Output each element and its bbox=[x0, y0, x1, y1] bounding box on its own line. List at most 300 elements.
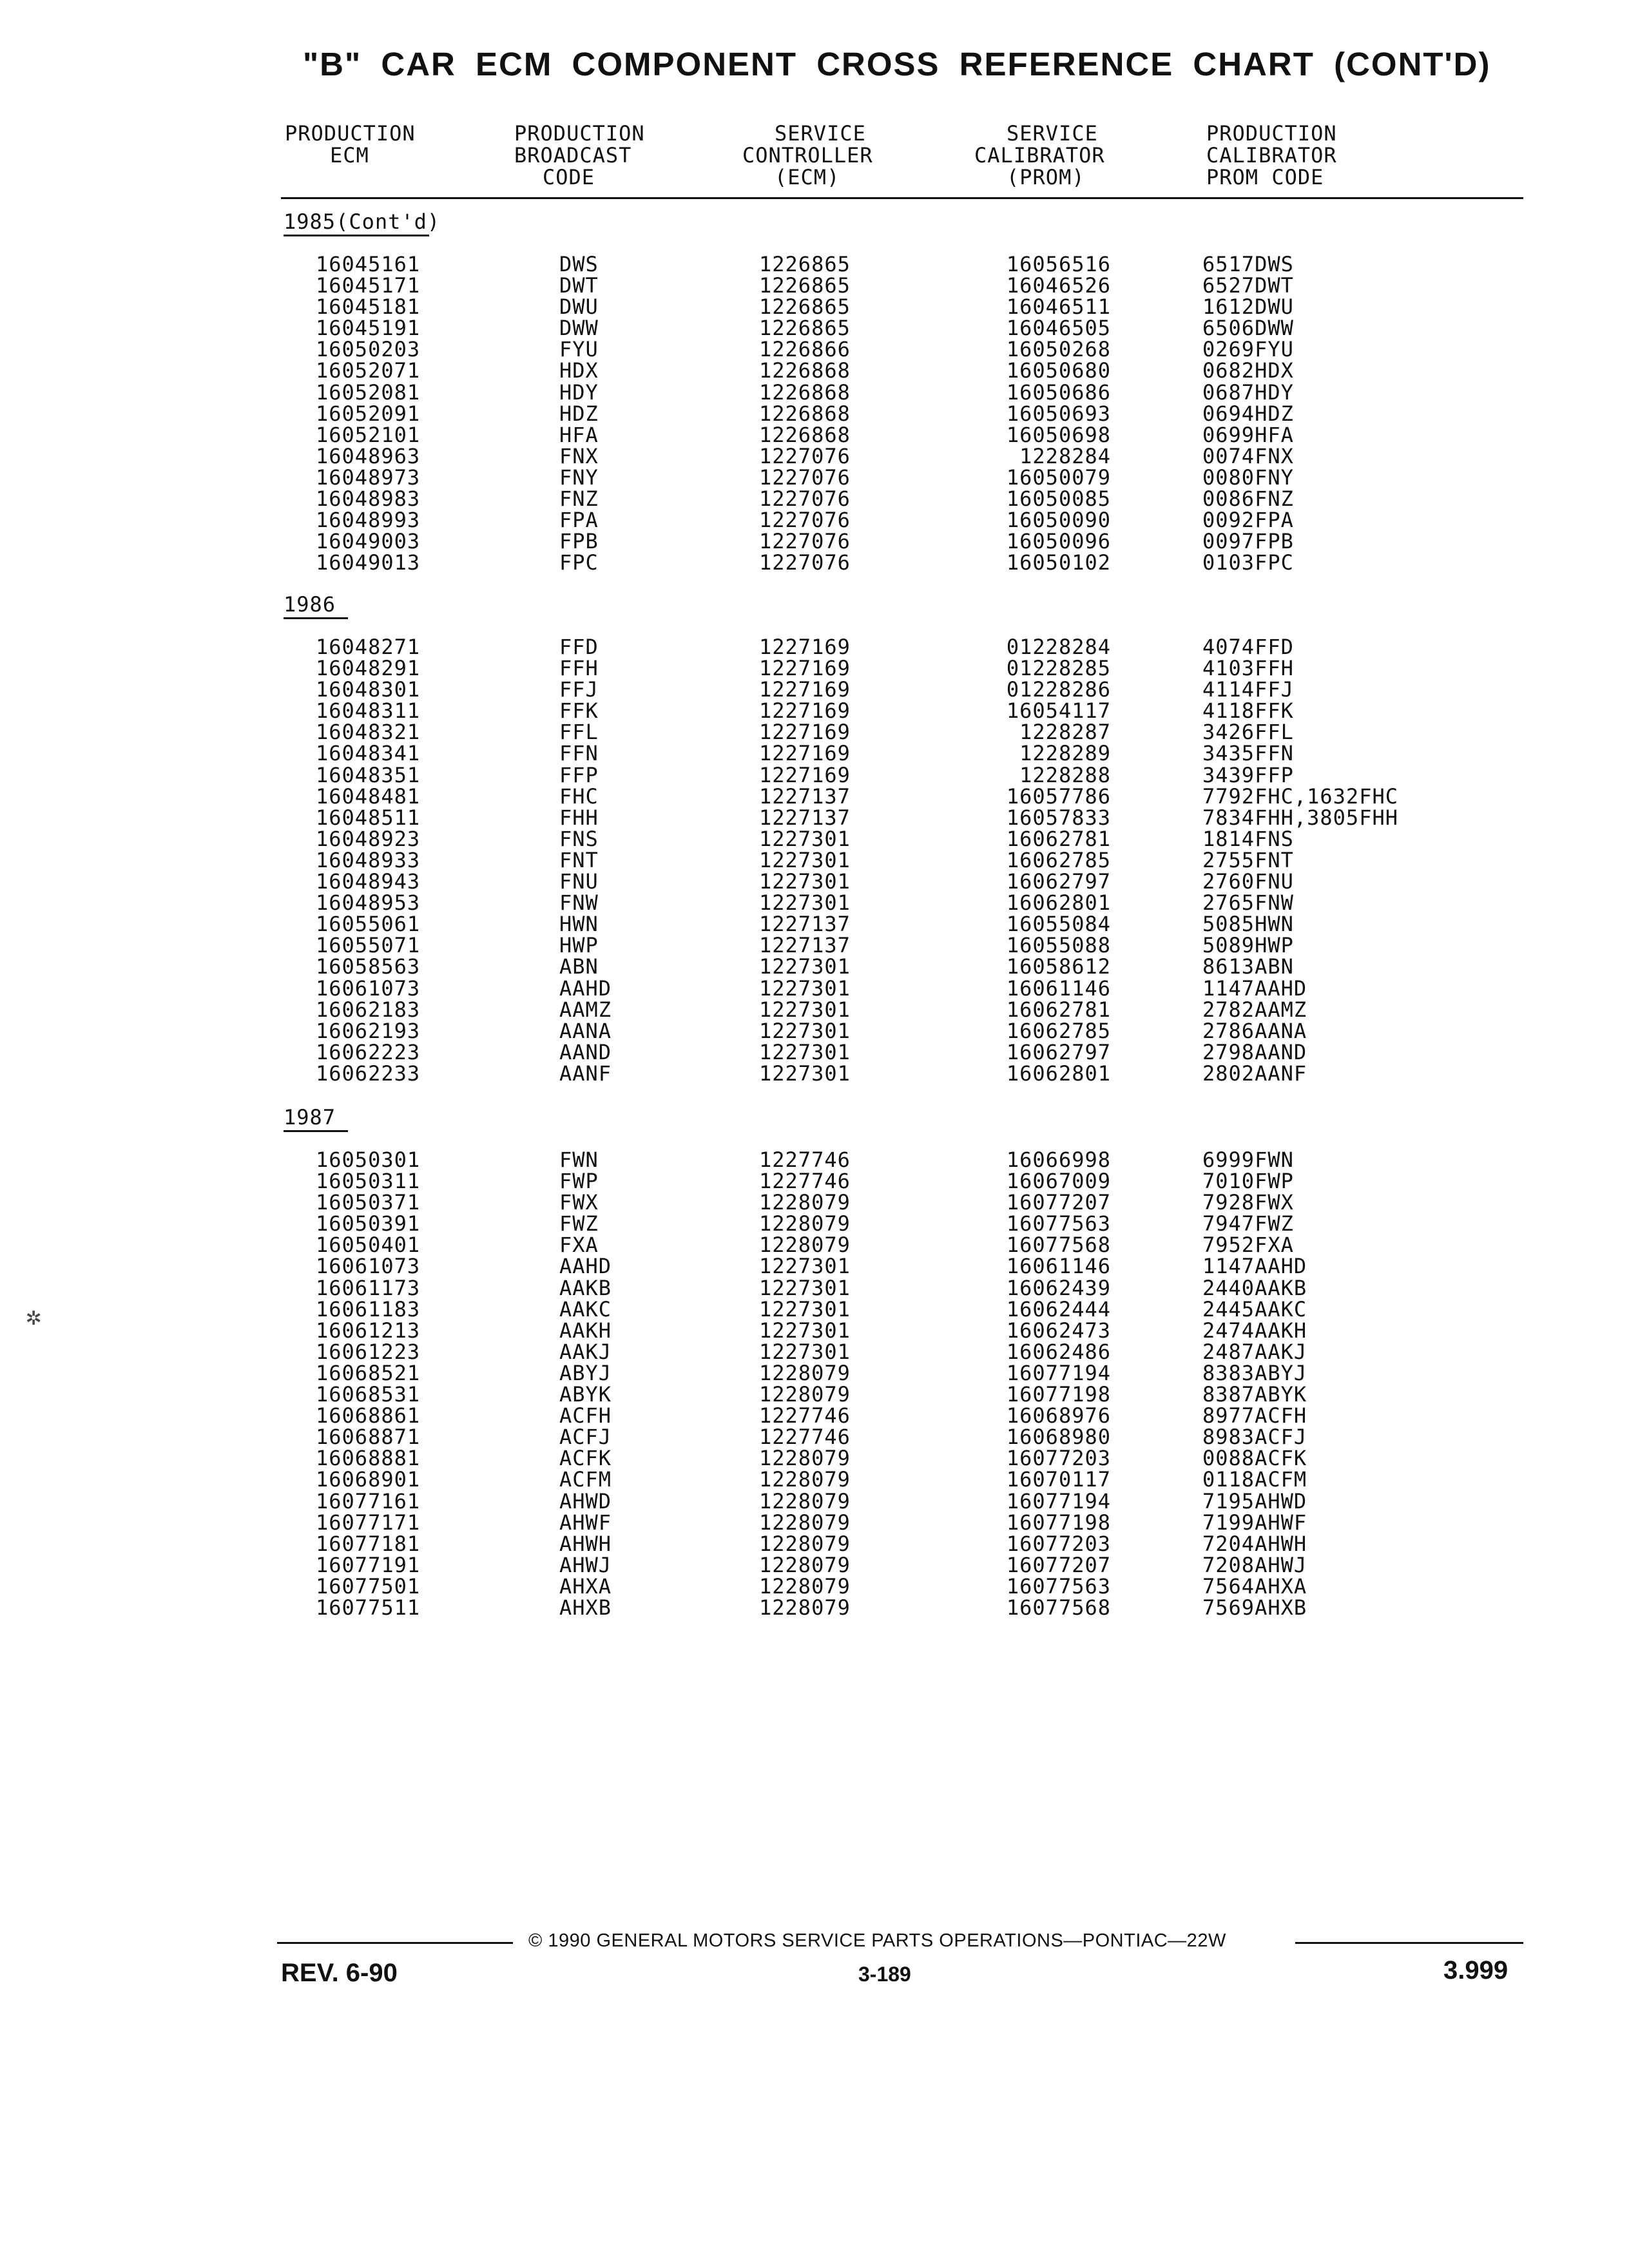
service-controller-cell: 1228079 bbox=[759, 1595, 851, 1620]
service-calibrator-cell: 1228287 bbox=[1019, 720, 1111, 745]
section-underline bbox=[284, 235, 429, 236]
table-row bbox=[0, 1533, 1629, 1555]
table-row bbox=[0, 403, 1629, 425]
broadcast-code-cell: ACFH bbox=[559, 1403, 612, 1428]
table-row bbox=[0, 339, 1629, 360]
header-prom-code bbox=[1206, 122, 1337, 188]
table-row bbox=[0, 1341, 1629, 1363]
prom-code-cell: 2755FNT bbox=[1202, 847, 1294, 872]
production-ecm-cell: 16048963 bbox=[316, 443, 421, 468]
section-rows bbox=[0, 254, 1629, 573]
table-row bbox=[0, 1275, 1629, 1300]
service-calibrator-cell: 16077194 bbox=[1006, 1488, 1111, 1514]
production-ecm-cell: 16048953 bbox=[316, 890, 421, 916]
service-calibrator-cell: 16077207 bbox=[1006, 1552, 1111, 1577]
prom-code-cell: 0088ACFK bbox=[1202, 1446, 1307, 1471]
broadcast-code-cell: ACFK bbox=[559, 1446, 612, 1471]
production-ecm-cell: 16061073 bbox=[316, 975, 421, 1001]
broadcast-code-cell: AANA bbox=[559, 1018, 612, 1043]
service-controller-cell: 1227301 bbox=[759, 826, 851, 851]
prom-code-cell: 8983ACFJ bbox=[1202, 1425, 1307, 1450]
service-controller-cell: 1227137 bbox=[759, 933, 851, 958]
prom-code-cell: 0682HDX bbox=[1202, 358, 1294, 383]
table-row bbox=[0, 1384, 1629, 1405]
service-controller-cell: 1228079 bbox=[759, 1211, 851, 1236]
production-ecm-cell: 16048943 bbox=[316, 869, 421, 894]
prom-code-cell: 2765FNW bbox=[1202, 890, 1294, 916]
service-controller-cell: 1227076 bbox=[759, 508, 851, 533]
production-ecm-cell: 16048993 bbox=[316, 508, 421, 533]
service-controller-cell: 1227746 bbox=[759, 1169, 851, 1194]
prom-code-cell: 4114FFJ bbox=[1202, 677, 1294, 702]
service-calibrator-cell: 16077194 bbox=[1006, 1360, 1111, 1385]
table-row bbox=[0, 443, 1629, 468]
broadcast-code-cell: FFJ bbox=[559, 677, 599, 702]
production-ecm-cell: 16050311 bbox=[316, 1169, 421, 1194]
table-row bbox=[0, 679, 1629, 700]
prom-code-cell: 7564AHXA bbox=[1202, 1573, 1307, 1599]
production-ecm-cell: 16077181 bbox=[316, 1531, 421, 1556]
prom-code-cell: 6527DWT bbox=[1202, 273, 1294, 298]
broadcast-code-cell: HFA bbox=[559, 422, 599, 447]
service-calibrator-cell: 16057833 bbox=[1006, 805, 1111, 830]
broadcast-code-cell: FHH bbox=[559, 805, 599, 830]
header-line: ECM bbox=[330, 143, 369, 168]
service-calibrator-cell: 16077568 bbox=[1006, 1233, 1111, 1258]
table-row bbox=[0, 658, 1629, 679]
table-row bbox=[0, 1235, 1629, 1256]
production-ecm-cell: 16062183 bbox=[316, 997, 421, 1022]
production-ecm-cell: 16062193 bbox=[316, 1018, 421, 1043]
broadcast-code-cell: AHWD bbox=[559, 1488, 612, 1514]
service-calibrator-cell: 16050090 bbox=[1006, 508, 1111, 533]
service-controller-cell: 1227301 bbox=[759, 1339, 851, 1364]
service-controller-cell: 1228079 bbox=[759, 1531, 851, 1556]
service-calibrator-cell: 16050680 bbox=[1006, 358, 1111, 383]
broadcast-code-cell: FPC bbox=[559, 550, 599, 575]
production-ecm-cell: 16052081 bbox=[316, 380, 421, 405]
service-calibrator-cell: 16062473 bbox=[1006, 1318, 1111, 1343]
prom-code-cell: 6517DWS bbox=[1202, 252, 1294, 276]
production-ecm-cell: 16049003 bbox=[316, 529, 421, 554]
prom-code-cell: 3435FFN bbox=[1202, 741, 1294, 766]
table-row bbox=[0, 422, 1629, 447]
service-controller-cell: 1228079 bbox=[759, 1467, 851, 1492]
production-ecm-cell: 16048933 bbox=[316, 847, 421, 872]
service-controller-cell: 1227301 bbox=[759, 1275, 851, 1300]
section-number: 3.999 bbox=[1443, 1956, 1509, 1984]
table-row bbox=[0, 871, 1629, 892]
table-row bbox=[0, 914, 1629, 935]
prom-code-cell: 7928FWX bbox=[1202, 1190, 1294, 1215]
prom-code-cell: 0092FPA bbox=[1202, 508, 1294, 533]
production-ecm-cell: 16055071 bbox=[316, 933, 421, 958]
broadcast-code-cell: AHWJ bbox=[559, 1552, 612, 1577]
production-ecm-cell: 16061173 bbox=[316, 1275, 421, 1300]
broadcast-code-cell: AHXA bbox=[559, 1573, 612, 1599]
broadcast-code-cell: FWN bbox=[559, 1148, 599, 1172]
production-ecm-cell: 16068881 bbox=[316, 1446, 421, 1471]
prom-code-cell: 5085HWN bbox=[1202, 912, 1294, 937]
service-calibrator-cell: 16077563 bbox=[1006, 1211, 1111, 1236]
prom-code-cell: 7947FWZ bbox=[1202, 1211, 1294, 1236]
service-calibrator-cell: 16062781 bbox=[1006, 826, 1111, 851]
production-ecm-cell: 16061213 bbox=[316, 1318, 421, 1343]
service-controller-cell: 1227301 bbox=[759, 1254, 851, 1279]
service-controller-cell: 1226868 bbox=[759, 401, 851, 426]
scan-speck-icon: ✲ bbox=[26, 1302, 42, 1331]
table-row bbox=[0, 552, 1629, 573]
production-ecm-cell: 16048973 bbox=[316, 465, 421, 490]
footer-rule-right bbox=[1295, 1942, 1523, 1944]
production-ecm-cell: 16058563 bbox=[316, 954, 421, 979]
service-controller-cell: 1226865 bbox=[759, 252, 851, 276]
footer-copyright: © 1990 GENERAL MOTORS SERVICE PARTS OPERATIONS—PONTIAC—22W bbox=[528, 1930, 1226, 1951]
broadcast-code-cell: FFH bbox=[559, 656, 599, 681]
table-row bbox=[0, 975, 1629, 1001]
broadcast-code-cell: FFD bbox=[559, 635, 599, 659]
section-year-label: 1985(Cont'd) bbox=[284, 209, 441, 234]
table-row bbox=[0, 531, 1629, 552]
production-ecm-cell: 16045171 bbox=[316, 273, 421, 298]
production-ecm-cell: 16048291 bbox=[316, 656, 421, 681]
service-calibrator-cell: 16077207 bbox=[1006, 1190, 1111, 1215]
service-calibrator-cell: 01228286 bbox=[1006, 677, 1111, 702]
prom-code-cell: 1147AAHD bbox=[1202, 1254, 1307, 1279]
service-controller-cell: 1227301 bbox=[759, 1318, 851, 1343]
header-service-calibrator bbox=[974, 122, 1105, 188]
production-ecm-cell: 16062233 bbox=[316, 1061, 421, 1086]
header-line: CONTROLLER bbox=[742, 143, 873, 168]
broadcast-code-cell: AANF bbox=[559, 1061, 612, 1086]
prom-code-cell: 1814FNS bbox=[1202, 826, 1294, 851]
production-ecm-cell: 16068531 bbox=[316, 1382, 421, 1407]
service-calibrator-cell: 16062801 bbox=[1006, 890, 1111, 916]
section-rows bbox=[0, 637, 1629, 1084]
service-calibrator-cell: 16046505 bbox=[1006, 316, 1111, 341]
service-calibrator-cell: 16077198 bbox=[1006, 1510, 1111, 1535]
broadcast-code-cell: DWW bbox=[559, 316, 599, 341]
service-calibrator-cell: 16055088 bbox=[1006, 933, 1111, 958]
production-ecm-cell: 16045191 bbox=[316, 316, 421, 341]
prom-code-cell: 4118FFK bbox=[1202, 698, 1294, 724]
table-row bbox=[0, 1448, 1629, 1469]
service-calibrator-cell: 16067009 bbox=[1006, 1169, 1111, 1194]
service-calibrator-cell: 16046526 bbox=[1006, 273, 1111, 298]
service-controller-cell: 1228079 bbox=[759, 1190, 851, 1215]
prom-code-cell: 0118ACFM bbox=[1202, 1467, 1307, 1492]
production-ecm-cell: 16068901 bbox=[316, 1467, 421, 1492]
prom-code-cell: 0103FPC bbox=[1202, 550, 1294, 575]
service-calibrator-cell: 16062785 bbox=[1006, 847, 1111, 872]
header-line: CALIBRATOR bbox=[1206, 143, 1337, 168]
production-ecm-cell: 16050401 bbox=[316, 1233, 421, 1258]
service-calibrator-cell: 16077203 bbox=[1006, 1531, 1111, 1556]
page-number: 3-189 bbox=[858, 1963, 911, 1986]
service-calibrator-cell: 01228284 bbox=[1006, 635, 1111, 659]
table-row bbox=[0, 1597, 1629, 1619]
prom-code-cell: 7204AHWH bbox=[1202, 1531, 1307, 1556]
service-controller-cell: 1228079 bbox=[759, 1510, 851, 1535]
service-calibrator-cell: 16062439 bbox=[1006, 1275, 1111, 1300]
service-controller-cell: 1226865 bbox=[759, 273, 851, 298]
service-controller-cell: 1226865 bbox=[759, 294, 851, 320]
prom-code-cell: 0080FNY bbox=[1202, 465, 1294, 490]
prom-code-cell: 2798AAND bbox=[1202, 1039, 1307, 1064]
prom-code-cell: 0694HDZ bbox=[1202, 401, 1294, 426]
header-production-ecm bbox=[285, 122, 416, 166]
service-controller-cell: 1227076 bbox=[759, 550, 851, 575]
service-calibrator-cell: 16062797 bbox=[1006, 869, 1111, 894]
service-calibrator-cell: 01228285 bbox=[1006, 656, 1111, 681]
production-ecm-cell: 16068871 bbox=[316, 1425, 421, 1450]
broadcast-code-cell: FNS bbox=[559, 826, 599, 851]
service-controller-cell: 1227301 bbox=[759, 1061, 851, 1086]
service-controller-cell: 1227746 bbox=[759, 1425, 851, 1450]
production-ecm-cell: 16048923 bbox=[316, 826, 421, 851]
service-calibrator-cell: 16077568 bbox=[1006, 1595, 1111, 1620]
service-calibrator-cell: 16050102 bbox=[1006, 550, 1111, 575]
prom-code-cell: 7199AHWF bbox=[1202, 1510, 1307, 1535]
broadcast-code-cell: HDZ bbox=[559, 401, 599, 426]
broadcast-code-cell: ABYK bbox=[559, 1382, 612, 1407]
service-calibrator-cell: 16062785 bbox=[1006, 1018, 1111, 1043]
prom-code-cell: 2474AAKH bbox=[1202, 1318, 1307, 1343]
service-controller-cell: 1226865 bbox=[759, 316, 851, 341]
table-row bbox=[0, 1427, 1629, 1448]
service-calibrator-cell: 16062781 bbox=[1006, 997, 1111, 1022]
prom-code-cell: 2786AANA bbox=[1202, 1018, 1307, 1043]
table-row bbox=[0, 254, 1629, 275]
table-row bbox=[0, 1296, 1629, 1321]
table-row bbox=[0, 360, 1629, 381]
prom-code-cell: 0687HDY bbox=[1202, 380, 1294, 405]
header-line: CODE bbox=[543, 165, 595, 189]
prom-code-cell: 2760FNU bbox=[1202, 869, 1294, 894]
broadcast-code-cell: FNY bbox=[559, 465, 599, 490]
prom-code-cell: 5089HWP bbox=[1202, 933, 1294, 958]
table-row bbox=[0, 847, 1629, 872]
service-calibrator-cell: 16058612 bbox=[1006, 954, 1111, 979]
service-calibrator-cell: 1228284 bbox=[1019, 443, 1111, 468]
table-row bbox=[0, 1256, 1629, 1277]
broadcast-code-cell: ACFM bbox=[559, 1467, 612, 1492]
prom-code-cell: 2802AANF bbox=[1202, 1061, 1307, 1086]
service-calibrator-cell: 16061146 bbox=[1006, 975, 1111, 1001]
header-line: PRODUCTION bbox=[514, 121, 645, 146]
production-ecm-cell: 16048481 bbox=[316, 783, 421, 809]
broadcast-code-cell: AAKC bbox=[559, 1296, 612, 1321]
service-controller-cell: 1227076 bbox=[759, 443, 851, 468]
prom-code-cell: 2782AAMZ bbox=[1202, 997, 1307, 1022]
broadcast-code-cell: AAHD bbox=[559, 975, 612, 1001]
broadcast-code-cell: FFK bbox=[559, 698, 599, 724]
prom-code-cell: 6506DWW bbox=[1202, 316, 1294, 341]
service-controller-cell: 1227169 bbox=[759, 635, 851, 659]
broadcast-code-cell: AAKJ bbox=[559, 1339, 612, 1364]
prom-code-cell: 7569AHXB bbox=[1202, 1595, 1307, 1620]
production-ecm-cell: 16077171 bbox=[316, 1510, 421, 1535]
production-ecm-cell: 16050301 bbox=[316, 1148, 421, 1172]
production-ecm-cell: 16068521 bbox=[316, 1360, 421, 1385]
section-underline bbox=[284, 617, 348, 619]
service-calibrator-cell: 16068976 bbox=[1006, 1403, 1111, 1428]
page-title: "B" CAR ECM COMPONENT CROSS REFERENCE CHART (CONT'D) bbox=[303, 46, 1491, 82]
production-ecm-cell: 16045181 bbox=[316, 294, 421, 320]
production-ecm-cell: 16062223 bbox=[316, 1039, 421, 1064]
table-row bbox=[0, 1039, 1629, 1064]
production-ecm-cell: 16052091 bbox=[316, 401, 421, 426]
service-controller-cell: 1228079 bbox=[759, 1233, 851, 1258]
table-row bbox=[0, 467, 1629, 488]
prom-code-cell: 7195AHWD bbox=[1202, 1488, 1307, 1514]
production-ecm-cell: 16048511 bbox=[316, 805, 421, 830]
service-calibrator-cell: 16062797 bbox=[1006, 1039, 1111, 1064]
service-controller-cell: 1228079 bbox=[759, 1360, 851, 1385]
prom-code-cell: 4074FFD bbox=[1202, 635, 1294, 659]
section-year-1985 bbox=[284, 210, 440, 236]
broadcast-code-cell: FWX bbox=[559, 1190, 599, 1215]
production-ecm-cell: 16048311 bbox=[316, 698, 421, 724]
table-row bbox=[0, 1213, 1629, 1235]
service-controller-cell: 1227137 bbox=[759, 805, 851, 830]
service-calibrator-cell: 16062444 bbox=[1006, 1296, 1111, 1321]
production-ecm-cell: 16052071 bbox=[316, 358, 421, 383]
prom-code-cell: 0086FNZ bbox=[1202, 486, 1294, 512]
prom-code-cell: 2445AAKC bbox=[1202, 1296, 1307, 1321]
header-line: (ECM) bbox=[775, 165, 840, 189]
production-ecm-cell: 16068861 bbox=[316, 1403, 421, 1428]
broadcast-code-cell: FFL bbox=[559, 720, 599, 745]
production-ecm-cell: 16077161 bbox=[316, 1488, 421, 1514]
service-controller-cell: 1227301 bbox=[759, 954, 851, 979]
service-controller-cell: 1227169 bbox=[759, 762, 851, 787]
broadcast-code-cell: AHXB bbox=[559, 1595, 612, 1620]
production-ecm-cell: 16077191 bbox=[316, 1552, 421, 1577]
service-calibrator-cell: 16050096 bbox=[1006, 529, 1111, 554]
broadcast-code-cell: FNX bbox=[559, 443, 599, 468]
prom-code-cell: 0699HFA bbox=[1202, 422, 1294, 447]
service-controller-cell: 1227301 bbox=[759, 890, 851, 916]
prom-code-cell: 0074FNX bbox=[1202, 443, 1294, 468]
service-calibrator-cell: 16050693 bbox=[1006, 401, 1111, 426]
production-ecm-cell: 16050371 bbox=[316, 1190, 421, 1215]
broadcast-code-cell: AHWH bbox=[559, 1531, 612, 1556]
service-controller-cell: 1226868 bbox=[759, 358, 851, 383]
table-row bbox=[0, 783, 1629, 809]
header-service-controller bbox=[742, 122, 873, 188]
service-calibrator-cell: 16050698 bbox=[1006, 422, 1111, 447]
service-calibrator-cell: 16057786 bbox=[1006, 783, 1111, 809]
service-controller-cell: 1227137 bbox=[759, 783, 851, 809]
service-controller-cell: 1227076 bbox=[759, 486, 851, 512]
service-calibrator-cell: 16055084 bbox=[1006, 912, 1111, 937]
table-row bbox=[0, 762, 1629, 787]
service-calibrator-cell: 16062801 bbox=[1006, 1061, 1111, 1086]
prom-code-cell: 1147AAHD bbox=[1202, 975, 1307, 1001]
table-row bbox=[0, 318, 1629, 339]
table-row bbox=[0, 1063, 1629, 1084]
prom-code-cell: 4103FFH bbox=[1202, 656, 1294, 681]
prom-code-cell: 7952FXA bbox=[1202, 1233, 1294, 1258]
header-line: (PROM) bbox=[1007, 165, 1085, 189]
header-line: SERVICE bbox=[1007, 121, 1098, 146]
broadcast-code-cell: FNZ bbox=[559, 486, 599, 512]
service-controller-cell: 1228079 bbox=[759, 1488, 851, 1514]
service-calibrator-cell: 16046511 bbox=[1006, 294, 1111, 320]
prom-code-cell: 2487AAKJ bbox=[1202, 1339, 1307, 1364]
table-row bbox=[0, 1192, 1629, 1213]
service-controller-cell: 1227169 bbox=[759, 720, 851, 745]
production-ecm-cell: 16045161 bbox=[316, 252, 421, 276]
header-line: BROADCAST bbox=[514, 143, 632, 168]
service-controller-cell: 1227301 bbox=[759, 869, 851, 894]
broadcast-code-cell: AAKH bbox=[559, 1318, 612, 1343]
broadcast-code-cell: FNT bbox=[559, 847, 599, 872]
production-ecm-cell: 16052101 bbox=[316, 422, 421, 447]
header-line: PROM CODE bbox=[1206, 165, 1324, 189]
prom-code-cell: 7208AHWJ bbox=[1202, 1552, 1307, 1577]
broadcast-code-cell: FHC bbox=[559, 783, 599, 809]
table-row bbox=[0, 382, 1629, 403]
service-controller-cell: 1227076 bbox=[759, 529, 851, 554]
section-year-label: 1987 bbox=[284, 1105, 336, 1129]
broadcast-code-cell: DWT bbox=[559, 273, 599, 298]
broadcast-code-cell: FYU bbox=[559, 337, 599, 362]
service-calibrator-cell: 1228288 bbox=[1019, 762, 1111, 787]
prom-code-cell: 0269FYU bbox=[1202, 337, 1294, 362]
service-controller-cell: 1227746 bbox=[759, 1148, 851, 1172]
section-year-1986 bbox=[284, 593, 348, 619]
table-row bbox=[0, 722, 1629, 743]
service-calibrator-cell: 16068980 bbox=[1006, 1425, 1111, 1450]
service-controller-cell: 1226868 bbox=[759, 422, 851, 447]
table-row bbox=[0, 1018, 1629, 1043]
service-calibrator-cell: 16050079 bbox=[1006, 465, 1111, 490]
service-calibrator-cell: 16054117 bbox=[1006, 698, 1111, 724]
broadcast-code-cell: FXA bbox=[559, 1233, 599, 1258]
prom-code-cell: 8387ABYK bbox=[1202, 1382, 1307, 1407]
production-ecm-cell: 16050203 bbox=[316, 337, 421, 362]
production-ecm-cell: 16048301 bbox=[316, 677, 421, 702]
broadcast-code-cell: AAHD bbox=[559, 1254, 612, 1279]
section-underline bbox=[284, 1130, 348, 1132]
service-controller-cell: 1227301 bbox=[759, 1039, 851, 1064]
section-rows bbox=[0, 1149, 1629, 1619]
production-ecm-cell: 16049013 bbox=[316, 550, 421, 575]
table-row bbox=[0, 826, 1629, 851]
table-row bbox=[0, 807, 1629, 829]
header-line: CALIBRATOR bbox=[974, 143, 1105, 168]
production-ecm-cell: 16077511 bbox=[316, 1595, 421, 1620]
table-row bbox=[0, 510, 1629, 531]
broadcast-code-cell: AAKB bbox=[559, 1275, 612, 1300]
broadcast-code-cell: HWP bbox=[559, 933, 599, 958]
broadcast-code-cell: FPA bbox=[559, 508, 599, 533]
table-row bbox=[0, 637, 1629, 658]
table-row bbox=[0, 1512, 1629, 1533]
production-ecm-cell: 16061223 bbox=[316, 1339, 421, 1364]
table-row bbox=[0, 956, 1629, 977]
prom-code-cell: 8383ABYJ bbox=[1202, 1360, 1307, 1385]
service-controller-cell: 1228079 bbox=[759, 1382, 851, 1407]
service-calibrator-cell: 16050686 bbox=[1006, 380, 1111, 405]
service-calibrator-cell: 16062486 bbox=[1006, 1339, 1111, 1364]
service-controller-cell: 1228079 bbox=[759, 1552, 851, 1577]
broadcast-code-cell: FWP bbox=[559, 1169, 599, 1194]
header-line: PRODUCTION bbox=[285, 121, 416, 146]
table-row bbox=[0, 296, 1629, 318]
